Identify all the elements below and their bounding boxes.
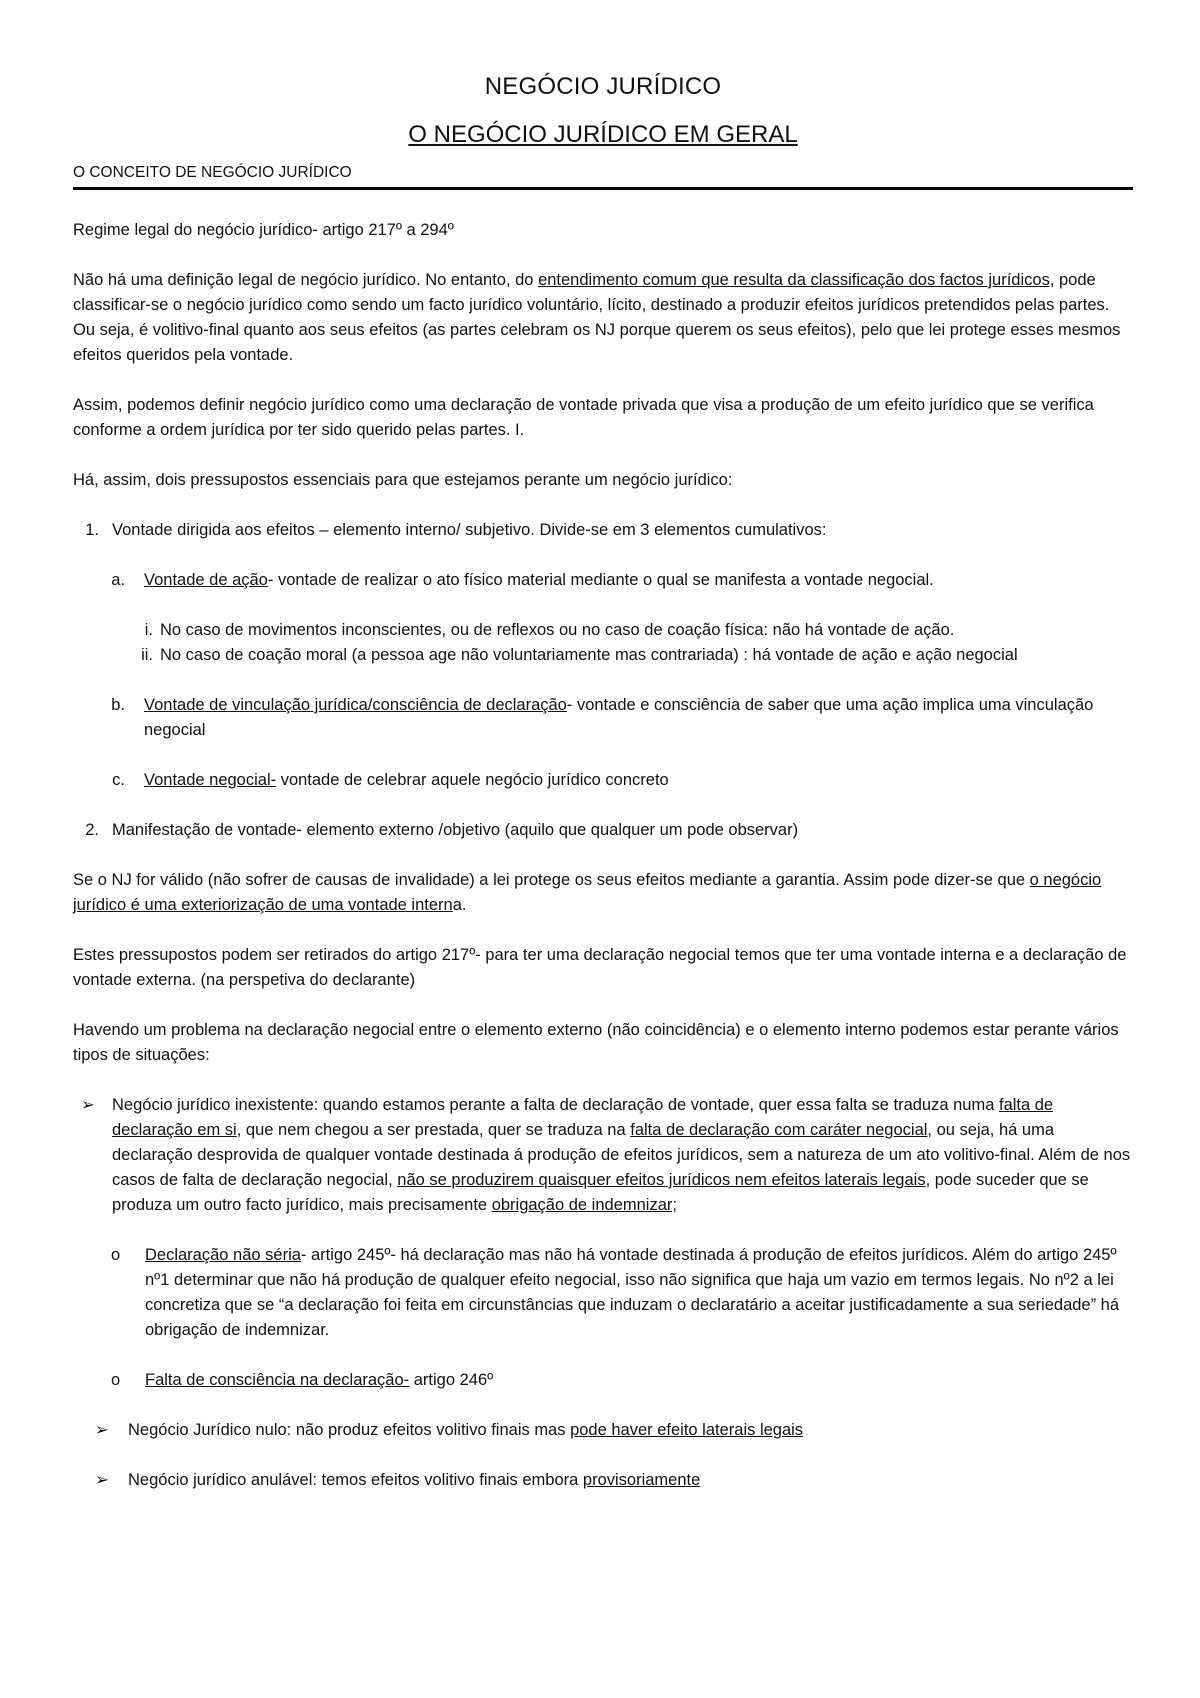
text-run: pode classificar-se o negócio jurídico como sendo um facto jurídico voluntário, lícito, destinado a produzir efeitos jurídicos pretendidos pelas partes. Ou seja, é volitivo-final quanto aos seus efeitos (as partes celebram os NJ porque querem os seus efeitos), pelo que lei protege esses mesmos efeitos queridos pela vontade. [73,271,1121,364]
list-item-1a [73,568,1133,593]
bullet-item-anulavel [73,1468,1133,1493]
text-run: , ou seja, há uma declaração desprovida de qualquer vontade destinada á produção de efeitos jurídicos, sem a natureza de um ato volitivo-final. Além de nos casos de falta de declaração negocial, [112,1121,1131,1189]
paragraph: Estes pressupostos podem ser retirados do artigo 217º- para ter uma declaração negocial temos que ter uma vontade interna e a declaração de vontade externa. (na perspetiva do declarante) [73,946,1127,989]
list-marker: b. [111,696,125,714]
underlined-text: o negócio jurídico é uma exteriorização de uma vontade intern [73,871,1102,914]
list-item-text: Vontade dirigida aos efeitos – elemento interno/ subjetivo. Divide-se em 3 elementos cumulativos: [112,521,827,539]
underlined-text: falta de declaração em si [112,1096,1054,1139]
list-item-2 [73,818,1133,843]
underlined-text: não se produzirem quaisquer efeitos jurídicos nem efeitos laterais legais [397,1171,926,1189]
text-run: Negócio Jurídico nulo: não produz efeitos volitivo finais mas [128,1421,571,1439]
definition-paragraph [73,268,1133,368]
list-item-1a-i [73,618,1133,643]
document-page [73,72,1133,1493]
paragraph: Há, assim, dois pressupostos essenciais para que estejamos perante um negócio jurídico: [73,471,733,489]
underlined-text: entendimento comum que resulta da classificação dos factos jurídicos, [538,271,1055,289]
list-item-1b [73,693,1133,743]
list-item-1a-ii [73,643,1133,668]
underlined-text: Declaração não séria [145,1246,301,1264]
circle-bullet-icon: o [111,1246,121,1264]
list-marker: ii. [141,646,153,664]
list-item-text: - vontade e consciência de saber que uma ação implica uma vinculação negocial [144,696,1094,739]
list-marker: c. [112,771,125,789]
paragraph [73,868,1133,918]
text-run: Negócio jurídico inexistente: quando estamos perante a falta de declaração de vontade, quer essa falta se traduza numa [112,1096,999,1114]
arrow-bullet-icon: ➢ [95,1471,109,1489]
underlined-text: falta de declaração com caráter negocial [630,1121,928,1139]
sub-bullet-declaracao-nao-seria [73,1243,1133,1343]
list-marker: 1. [85,521,99,539]
list-marker: a. [111,571,125,589]
underlined-text: provisoriamente [582,1471,701,1489]
list-item-text: - vontade de realizar o ato físico material mediante o qual se manifesta a vontade negocial. [267,571,934,589]
text-run: a. [452,896,467,914]
text-run: artigo 246º [409,1371,494,1389]
underlined-text: Vontade negocial- [144,771,277,789]
list-item-text: Manifestação de vontade- elemento externo /objetivo (aquilo que qualquer um pode observar) [112,821,799,839]
document-subtitle: O NEGÓCIO JURÍDICO EM GERAL [408,121,798,148]
list-item-text: No caso de movimentos inconscientes, ou de reflexos ou no caso de coação física: não há vontade de ação. [160,621,955,639]
bullet-item-inexistente [73,1093,1133,1218]
list-item-1 [73,518,1133,543]
underlined-text: Falta de consciência na declaração- [145,1371,410,1389]
paragraph: Havendo um problema na declaração negocial entre o elemento externo (não coincidência) e o elemento interno podemos estar perante vários tipos de situações: [73,1021,1119,1064]
list-item-text: vontade de celebrar aquele negócio jurídico concreto [276,771,669,789]
underlined-text: pode haver efeito laterais legais [570,1421,804,1439]
text-run: Negócio jurídico anulável: temos efeitos volitivo finais embora [128,1471,583,1489]
text-run: , pode suceder que se produza um outro facto jurídico, mais precisamente [112,1171,1089,1214]
document-title: NEGÓCIO JURÍDICO [484,73,722,100]
underlined-text: obrigação de indemnizar; [491,1196,677,1214]
arrow-bullet-icon: ➢ [81,1096,95,1114]
list-marker: i. [144,621,153,639]
circle-bullet-icon: o [111,1371,121,1389]
text-run: Não há uma definição legal de negócio jurídico. No entanto, do [73,271,539,289]
list-item-text: No caso de coação moral (a pessoa age não voluntariamente mas contrariada) : há vontade de ação e ação negocial [160,646,1018,664]
underlined-text: Vontade de ação [144,571,268,589]
text-run: - artigo 245º- há declaração mas não há vontade destinada á produção de efeitos jurídicos. Além do artigo 245º nº1 determinar que não há produção de qualquer efeito negocial, isso não significa que haja um vazio em termos legais. No nº2 a lei concretiza que se “a declaração foi feita em circunstâncias que induzam o declaratário a aceitar justificadamente a sua seriedade” há obrigação de indemnizar. [145,1246,1120,1339]
regime-paragraph: Regime legal do negócio jurídico- artigo 217º a 294º [73,221,454,239]
sub-bullet-falta-consciencia [73,1368,1133,1393]
bullet-item-nulo [73,1418,1133,1443]
text-run: Se o NJ for válido (não sofrer de causas de invalidade) a lei protege os seus efeitos mediante a garantia. Assim pode dizer-se que [73,871,1030,889]
arrow-bullet-icon: ➢ [95,1421,109,1439]
text-run: , que nem chegou a ser prestada, quer se traduza na [236,1121,631,1139]
section-heading: O CONCEITO DE NEGÓCIO JURÍDICO [73,160,1133,190]
list-item-1c [73,768,1133,793]
list-marker: 2. [85,821,99,839]
underlined-text: Vontade de vinculação jurídica/consciência de declaração [144,696,567,714]
paragraph: Assim, podemos definir negócio jurídico como uma declaração de vontade privada que visa a produção de um efeito jurídico que se verifica conforme a ordem jurídica por ter sido querido pelas partes. I. [73,396,1094,439]
